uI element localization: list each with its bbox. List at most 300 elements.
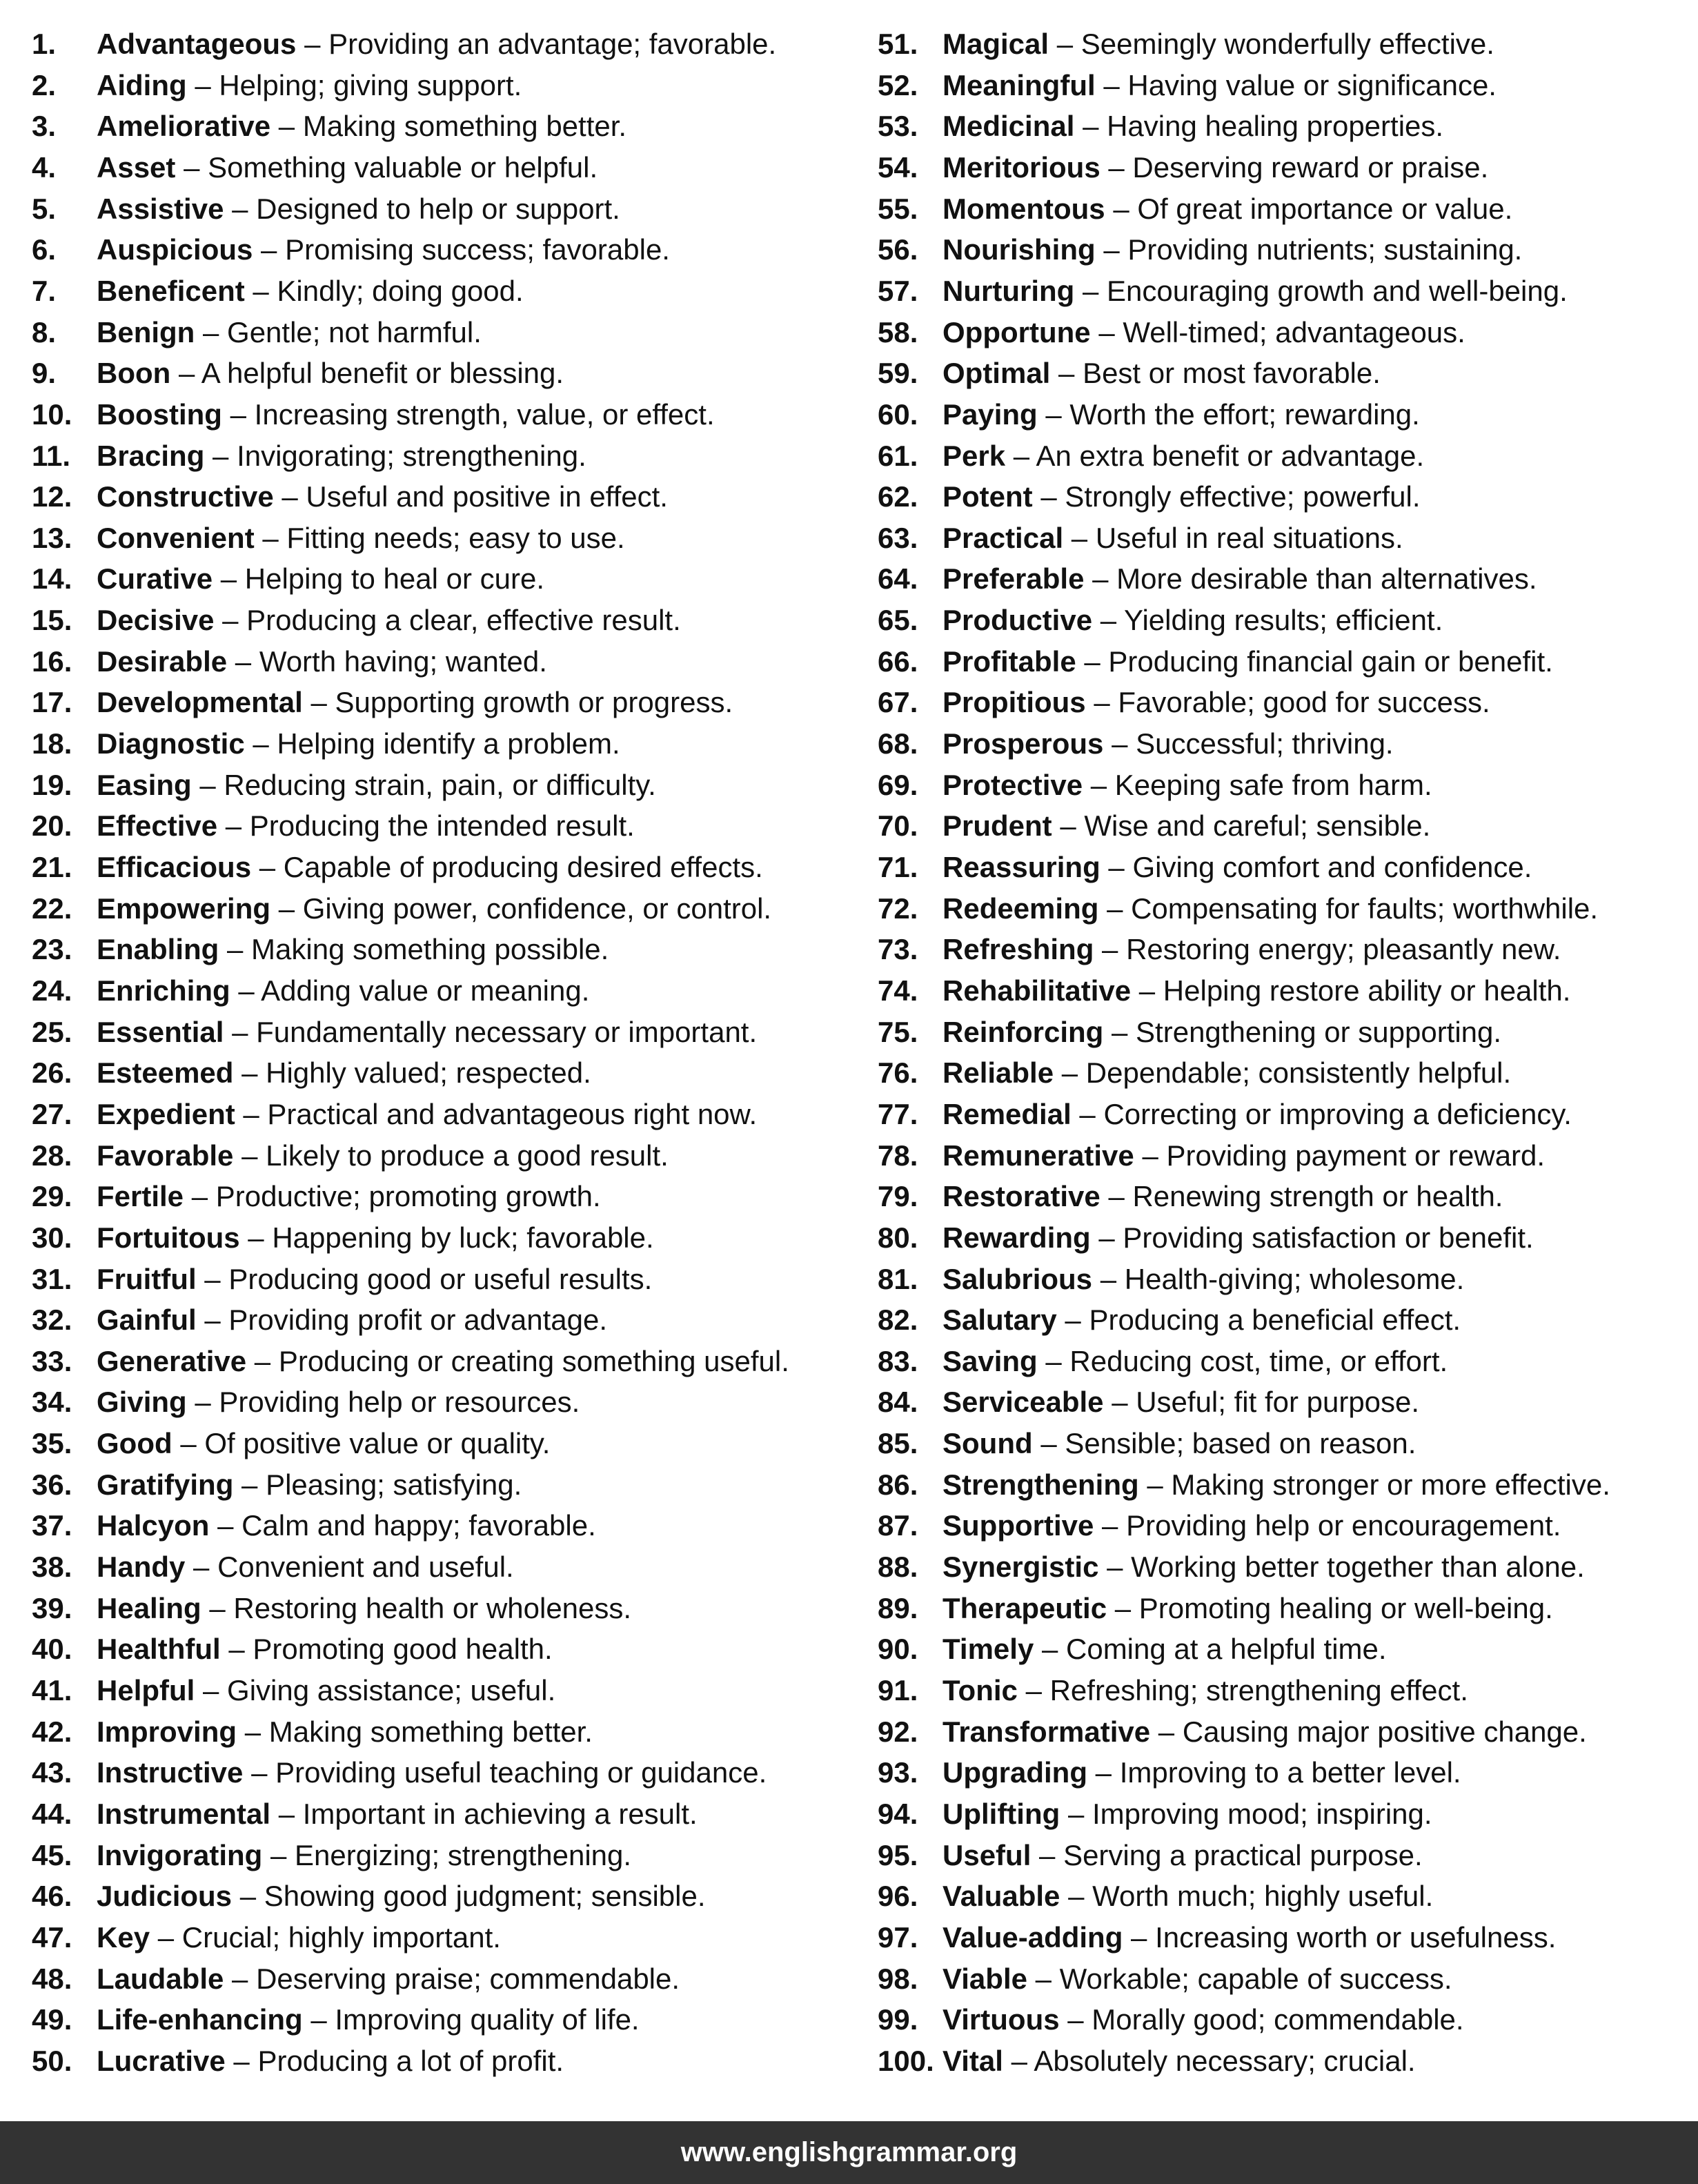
entry-text: [942, 723, 1394, 765]
entry-word: Bracing: [97, 439, 205, 472]
entry-dash: –: [232, 1962, 248, 1995]
entry-definition: Working better together than alone.: [1131, 1551, 1585, 1584]
entry-dash: –: [243, 1097, 259, 1130]
entry-dash: –: [232, 1015, 248, 1048]
entry-text: [97, 805, 635, 847]
entry-number: 29.: [32, 1180, 72, 1213]
entry-definition: Deserving reward or praise.: [1132, 150, 1489, 184]
entry-dash: –: [193, 1551, 210, 1584]
entry-word: Lucrative: [97, 2044, 226, 2077]
entry-definition: Giving comfort and confidence.: [1132, 851, 1532, 883]
entry-number: 26.: [32, 1056, 72, 1090]
entry-word: Expedient: [97, 1097, 235, 1130]
entry-text: [942, 1135, 1545, 1177]
entry-dash: –: [217, 1509, 234, 1542]
entry-definition: Making something better.: [268, 1715, 593, 1748]
entry-text: [97, 558, 544, 600]
entry-definition: Important in achieving a result.: [302, 1797, 698, 1830]
entry-text: [942, 1588, 1553, 1629]
entry-word: Synergistic: [942, 1551, 1099, 1584]
entry-number: 45.: [32, 1838, 72, 1871]
entry-number: 92.: [878, 1715, 918, 1748]
entry-definition: Helping identify a problem.: [277, 727, 620, 760]
entry-word: Instrumental: [97, 1797, 271, 1830]
entry-dash: –: [1102, 933, 1118, 966]
entry-text: [97, 1259, 652, 1300]
entry-definition: Providing payment or reward.: [1166, 1139, 1546, 1172]
entry-definition: Encouraging growth and well-being.: [1107, 274, 1568, 307]
entry-word: Propitious: [942, 686, 1086, 719]
entry-word: Auspicious: [97, 233, 253, 266]
entry-number: 35.: [32, 1427, 72, 1460]
entry-dash: –: [1065, 1303, 1081, 1337]
entry-word: Esteemed: [97, 1056, 234, 1090]
entry-number: 47.: [32, 1920, 72, 1954]
entry-definition: Useful in real situations.: [1095, 521, 1403, 554]
entry-word: Beneficent: [97, 274, 245, 307]
entry-number: 74.: [878, 974, 918, 1007]
entry-definition: Morally good; commendable.: [1092, 2003, 1464, 2036]
entry-dash: –: [1107, 892, 1123, 925]
entry-number: 87.: [878, 1509, 918, 1542]
entry-text: [942, 1670, 1468, 1711]
entry-dash: –: [1079, 1097, 1096, 1130]
entry-word: Improving: [97, 1715, 237, 1748]
entry-text: [97, 1176, 601, 1217]
entry-definition: Producing a clear, effective result.: [246, 604, 681, 637]
entry-number: 40.: [32, 1633, 72, 1666]
entry-dash: –: [253, 274, 269, 307]
entry-definition: Reducing strain, pain, or difficulty.: [224, 768, 656, 801]
entry-dash: –: [191, 1180, 208, 1213]
entry-word: Instructive: [97, 1756, 244, 1789]
entry-number: 23.: [32, 933, 72, 966]
entry-word: Redeeming: [942, 892, 1099, 925]
entry-definition: Refreshing; strengthening effect.: [1049, 1674, 1468, 1706]
entry-definition: Correcting or improving a deficiency.: [1103, 1097, 1572, 1130]
entry-number: 70.: [878, 809, 918, 843]
entry-dash: –: [178, 357, 195, 390]
entry-definition: Deserving praise; commendable.: [256, 1962, 680, 1995]
entry-dash: –: [1108, 851, 1125, 883]
entry-number: 72.: [878, 892, 918, 925]
entry-dash: –: [1056, 28, 1074, 60]
entry-text: [97, 888, 771, 929]
entry-text: [97, 1381, 580, 1423]
entry-text: [97, 1999, 640, 2040]
entry-number: 46.: [32, 1880, 72, 1913]
entry-text: [942, 970, 1570, 1012]
entry-definition: Absolutely necessary; crucial.: [1034, 2044, 1416, 2077]
entry-number: 64.: [878, 562, 918, 596]
entry-dash: –: [261, 233, 277, 266]
entry-word: Timely: [942, 1633, 1034, 1666]
entry-dash: –: [1084, 645, 1100, 678]
entry-definition: Keeping safe from harm.: [1114, 768, 1432, 801]
entry-dash: –: [1061, 1056, 1078, 1090]
entry-number: 21.: [32, 851, 72, 883]
entry-number: 61.: [878, 439, 918, 472]
entry-dash: –: [278, 110, 295, 143]
entry-number: 8.: [32, 315, 57, 348]
entry-definition: Providing profit or advantage.: [228, 1303, 608, 1337]
entry-definition: Health-giving; wholesome.: [1124, 1262, 1465, 1295]
entry-text: [97, 1299, 607, 1341]
entry-word: Practical: [942, 521, 1064, 554]
entry-word: Remunerative: [942, 1139, 1134, 1172]
entry-text: [97, 641, 547, 682]
entry-text: [97, 23, 776, 65]
entry-word: Generative: [97, 1344, 247, 1377]
entry-definition: Producing the intended result.: [249, 809, 635, 843]
entry-word: Vital: [942, 2044, 1003, 2077]
entry-text: [942, 929, 1561, 970]
entry-number: 88.: [878, 1551, 918, 1584]
entry-word: Perk: [942, 439, 1006, 472]
entry-dash: –: [238, 974, 255, 1007]
entry-text: [97, 1629, 553, 1670]
entry-text: [942, 1464, 1610, 1506]
entry-number: 98.: [878, 1962, 918, 1995]
entry-definition: An extra benefit or advantage.: [1036, 439, 1425, 472]
entry-word: Viable: [942, 1962, 1027, 1995]
entry-word: Convenient: [97, 521, 255, 554]
entry-word: Giving: [97, 1386, 187, 1419]
entry-word: Therapeutic: [942, 1591, 1107, 1624]
entry-definition: Providing useful teaching or guidance.: [275, 1756, 767, 1789]
entry-number: 69.: [878, 768, 918, 801]
entry-number: 58.: [878, 315, 918, 348]
entry-dash: –: [209, 1591, 226, 1624]
entry-number: 1.: [32, 28, 57, 60]
entry-text: [942, 765, 1432, 806]
entry-text: [97, 1958, 680, 2000]
entry-dash: –: [1108, 1180, 1125, 1213]
entry-definition: Restoring energy; pleasantly new.: [1126, 933, 1561, 966]
entry-number: 66.: [878, 645, 918, 678]
entry-definition: Producing or creating something useful.: [278, 1344, 789, 1377]
entry-text: [97, 270, 524, 312]
entry-number: 94.: [878, 1797, 918, 1830]
entry-definition: Happening by luck; favorable.: [272, 1221, 654, 1254]
entry-word: Constructive: [97, 480, 274, 513]
entry-number: 50.: [32, 2044, 72, 2077]
entry-dash: –: [1040, 1427, 1057, 1460]
entry-dash: –: [1108, 150, 1125, 184]
entry-definition: Reducing cost, time, or effort.: [1069, 1344, 1448, 1377]
entry-word: Supportive: [942, 1509, 1094, 1542]
entry-definition: Showing good judgment; sensible.: [264, 1880, 706, 1913]
entry-number: 33.: [32, 1344, 72, 1377]
entry-word: Remedial: [942, 1097, 1072, 1130]
entry-dash: –: [232, 192, 248, 225]
entry-definition: Pleasing; satisfying.: [266, 1468, 522, 1501]
entry-number: 27.: [32, 1097, 72, 1130]
entry-text: [97, 1917, 501, 1958]
entry-word: Boon: [97, 357, 171, 390]
entry-number: 78.: [878, 1139, 918, 1172]
entry-text: [97, 1793, 698, 1835]
entry-definition: Promoting good health.: [253, 1633, 553, 1666]
entry-dash: –: [304, 28, 321, 60]
entry-number: 6.: [32, 233, 57, 266]
entry-number: 42.: [32, 1715, 72, 1748]
entry-word: Easing: [97, 768, 192, 801]
entry-text: [942, 1217, 1534, 1259]
entry-text: [97, 1876, 706, 1917]
entry-word: Judicious: [97, 1880, 233, 1913]
entry-definition: Producing a lot of profit.: [257, 2044, 564, 2077]
entry-word: Valuable: [942, 1880, 1060, 1913]
entry-number: 17.: [32, 686, 72, 719]
entry-word: Aiding: [97, 68, 187, 101]
entry-number: 90.: [878, 1633, 918, 1666]
entry-dash: –: [195, 68, 211, 101]
entry-dash: –: [1112, 1015, 1128, 1048]
entry-word: Momentous: [942, 192, 1105, 225]
entry-word: Optimal: [942, 357, 1051, 390]
entry-word: Prosperous: [942, 727, 1104, 760]
entry-definition: Supporting growth or progress.: [335, 686, 733, 719]
entry-number: 18.: [32, 727, 72, 760]
entry-word: Desirable: [97, 645, 228, 678]
entry-word: Helpful: [97, 1674, 195, 1706]
entry-dash: –: [203, 1674, 219, 1706]
entry-dash: –: [199, 768, 216, 801]
entry-number: 81.: [878, 1262, 918, 1295]
entry-dash: –: [222, 604, 239, 637]
entry-definition: Highly valued; respected.: [266, 1056, 591, 1090]
entry-dash: –: [262, 521, 279, 554]
entry-text: [942, 435, 1424, 477]
entry-text: [942, 147, 1488, 188]
entry-word: Protective: [942, 768, 1083, 801]
entry-dash: –: [1100, 1262, 1117, 1295]
entry-dash: –: [1045, 397, 1062, 431]
entry-definition: Likely to produce a good result.: [266, 1139, 669, 1172]
entry-word: Enabling: [97, 933, 219, 966]
entry-word: Effective: [97, 809, 218, 843]
entry-text: [97, 2040, 564, 2082]
entry-word: Reliable: [942, 1056, 1054, 1090]
entry-text: [942, 1094, 1572, 1135]
entry-word: Life-enhancing: [97, 2003, 303, 2036]
entry-definition: Successful; thriving.: [1136, 727, 1394, 760]
entry-text: [942, 1505, 1561, 1546]
entry-number: 43.: [32, 1756, 72, 1789]
entry-number: 4.: [32, 150, 57, 184]
entry-text: [942, 1752, 1461, 1793]
entry-dash: –: [227, 933, 244, 966]
entry-dash: –: [220, 562, 237, 596]
entry-definition: Strongly effective; powerful.: [1065, 480, 1421, 513]
entry-text: [97, 1711, 593, 1753]
entry-dash: –: [1039, 1838, 1056, 1871]
entry-text: [942, 1876, 1433, 1917]
entry-text: [942, 1012, 1501, 1053]
entry-dash: –: [1013, 439, 1030, 472]
entry-dash: –: [1100, 604, 1117, 637]
entry-word: Transformative: [942, 1715, 1151, 1748]
entry-definition: Making stronger or more effective.: [1171, 1468, 1610, 1501]
entry-definition: Producing good or useful results.: [228, 1262, 653, 1295]
entry-number: 22.: [32, 892, 72, 925]
entry-dash: –: [1138, 974, 1156, 1007]
entry-word: Meaningful: [942, 68, 1096, 101]
entry-definition: Having value or significance.: [1127, 68, 1497, 101]
entry-number: 25.: [32, 1015, 72, 1048]
entry-text: [97, 353, 564, 394]
entry-definition: Dependable; consistently helpful.: [1085, 1056, 1512, 1090]
entry-word: Gratifying: [97, 1468, 234, 1501]
entry-text: [97, 394, 715, 435]
entry-dash: –: [254, 1344, 271, 1377]
entry-text: [97, 1835, 631, 1876]
entry-text: [942, 682, 1490, 723]
entry-dash: –: [1067, 1797, 1085, 1830]
entry-definition: Coming at a helpful time.: [1066, 1633, 1387, 1666]
entry-text: [97, 929, 609, 970]
entry-number: 24.: [32, 974, 72, 1007]
entry-number: 80.: [878, 1221, 918, 1254]
entry-dash: –: [1102, 1509, 1118, 1542]
entry-dash: –: [1090, 768, 1107, 801]
entry-text: [97, 65, 522, 106]
entry-number: 93.: [878, 1756, 918, 1789]
entry-word: Healing: [97, 1591, 201, 1624]
entry-text: [97, 1464, 522, 1506]
entry-definition: A helpful benefit or blessing.: [201, 357, 564, 390]
entry-word: Ameliorative: [97, 110, 271, 143]
entry-word: Essential: [97, 1015, 224, 1048]
entry-number: 99.: [878, 2003, 918, 2036]
entry-number: 37.: [32, 1509, 72, 1542]
entry-text: [942, 1176, 1503, 1217]
entry-word: Efficacious: [97, 851, 252, 883]
entry-definition: Producing a beneficial effect.: [1089, 1303, 1461, 1337]
entry-dash: –: [1103, 68, 1120, 101]
entry-definition: Promoting healing or well-being.: [1138, 1591, 1553, 1624]
entry-text: [97, 435, 586, 477]
entry-text: [942, 1999, 1464, 2040]
entry-number: 89.: [878, 1591, 918, 1624]
entry-number: 32.: [32, 1303, 72, 1337]
entry-dash: –: [1092, 562, 1109, 596]
entry-text: [97, 1752, 767, 1793]
entry-definition: Giving assistance; useful.: [227, 1674, 556, 1706]
entry-text: [97, 1546, 514, 1588]
entry-dash: –: [1035, 1962, 1052, 1995]
entry-definition: Serving a practical purpose.: [1063, 1838, 1423, 1871]
entry-dash: –: [244, 1715, 261, 1748]
entry-text: [942, 188, 1512, 230]
entry-text: [97, 600, 681, 641]
entry-definition: Seemingly wonderfully effective.: [1080, 28, 1494, 60]
entry-dash: –: [278, 1797, 295, 1830]
entry-dash: –: [1071, 521, 1088, 554]
entry-number: 53.: [878, 110, 918, 143]
entry-word: Saving: [942, 1344, 1038, 1377]
entry-word: Healthful: [97, 1633, 221, 1666]
entry-text: [97, 1505, 596, 1546]
entry-number: 49.: [32, 2003, 72, 2036]
entry-dash: –: [1060, 809, 1076, 843]
entry-word: Rehabilitative: [942, 974, 1132, 1007]
entry-text: [942, 1917, 1556, 1958]
entry-dash: –: [241, 1468, 258, 1501]
entry-number: 48.: [32, 1962, 72, 1995]
entry-word: Upgrading: [942, 1756, 1087, 1789]
entry-dash: –: [204, 1262, 221, 1295]
entry-word: Sound: [942, 1427, 1033, 1460]
entry-definition: Sensible; based on reason.: [1065, 1427, 1416, 1460]
entry-number: 84.: [878, 1386, 918, 1419]
entry-number: 76.: [878, 1056, 918, 1090]
entry-word: Decisive: [97, 604, 215, 637]
entry-text: [97, 970, 589, 1012]
entry-number: 73.: [878, 933, 918, 966]
entry-dash: –: [1067, 2003, 1084, 2036]
entry-definition: Calm and happy; favorable.: [241, 1509, 596, 1542]
entry-text: [942, 1629, 1387, 1670]
entry-dash: –: [1045, 1344, 1062, 1377]
entry-word: Reinforcing: [942, 1015, 1104, 1048]
entry-definition: Fitting needs; easy to use.: [286, 521, 625, 554]
entry-definition: Something valuable or helpful.: [208, 150, 598, 184]
entry-text: [97, 518, 625, 559]
entry-text: [942, 1259, 1464, 1300]
entry-text: [97, 1052, 591, 1094]
entry-text: [97, 476, 668, 518]
entry-number: 91.: [878, 1674, 918, 1706]
entry-dash: –: [157, 1920, 175, 1954]
entry-number: 13.: [32, 521, 72, 554]
entry-dash: –: [248, 1221, 264, 1254]
entry-definition: Renewing strength or health.: [1132, 1180, 1503, 1213]
entry-number: 16.: [32, 645, 72, 678]
entry-text: [97, 1423, 550, 1464]
entry-dash: –: [225, 809, 242, 843]
entry-dash: –: [1114, 1591, 1132, 1624]
footer-bar: [0, 2121, 1698, 2184]
entry-dash: –: [278, 892, 295, 925]
entry-dash: –: [1098, 1221, 1115, 1254]
entry-word: Assistive: [97, 192, 224, 225]
entry-number: 67.: [878, 686, 918, 719]
entry-dash: –: [1095, 1756, 1112, 1789]
entry-word: Nourishing: [942, 233, 1096, 266]
entry-text: [97, 1012, 757, 1053]
entry-definition: Helping restore ability or health.: [1163, 974, 1571, 1007]
entry-word: Fruitful: [97, 1262, 197, 1295]
entry-number: 96.: [878, 1880, 918, 1913]
entry-word: Medicinal: [942, 110, 1075, 143]
entry-definition: Productive; promoting growth.: [215, 1180, 601, 1213]
entry-dash: –: [310, 2003, 327, 2036]
entry-word: Salubrious: [942, 1262, 1093, 1295]
entry-number: 63.: [878, 521, 918, 554]
entry-dash: –: [1131, 1920, 1147, 1954]
entry-text: [97, 682, 733, 723]
entry-definition: Increasing strength, value, or effect.: [254, 397, 715, 431]
entry-text: [97, 847, 763, 888]
entry-word: Enriching: [97, 974, 230, 1007]
entry-word: Curative: [97, 562, 213, 596]
entry-number: 83.: [878, 1344, 918, 1377]
entry-text: [97, 1217, 654, 1259]
entry-definition: Adding value or meaning.: [261, 974, 590, 1007]
entry-definition: Practical and advantageous right now.: [267, 1097, 758, 1130]
